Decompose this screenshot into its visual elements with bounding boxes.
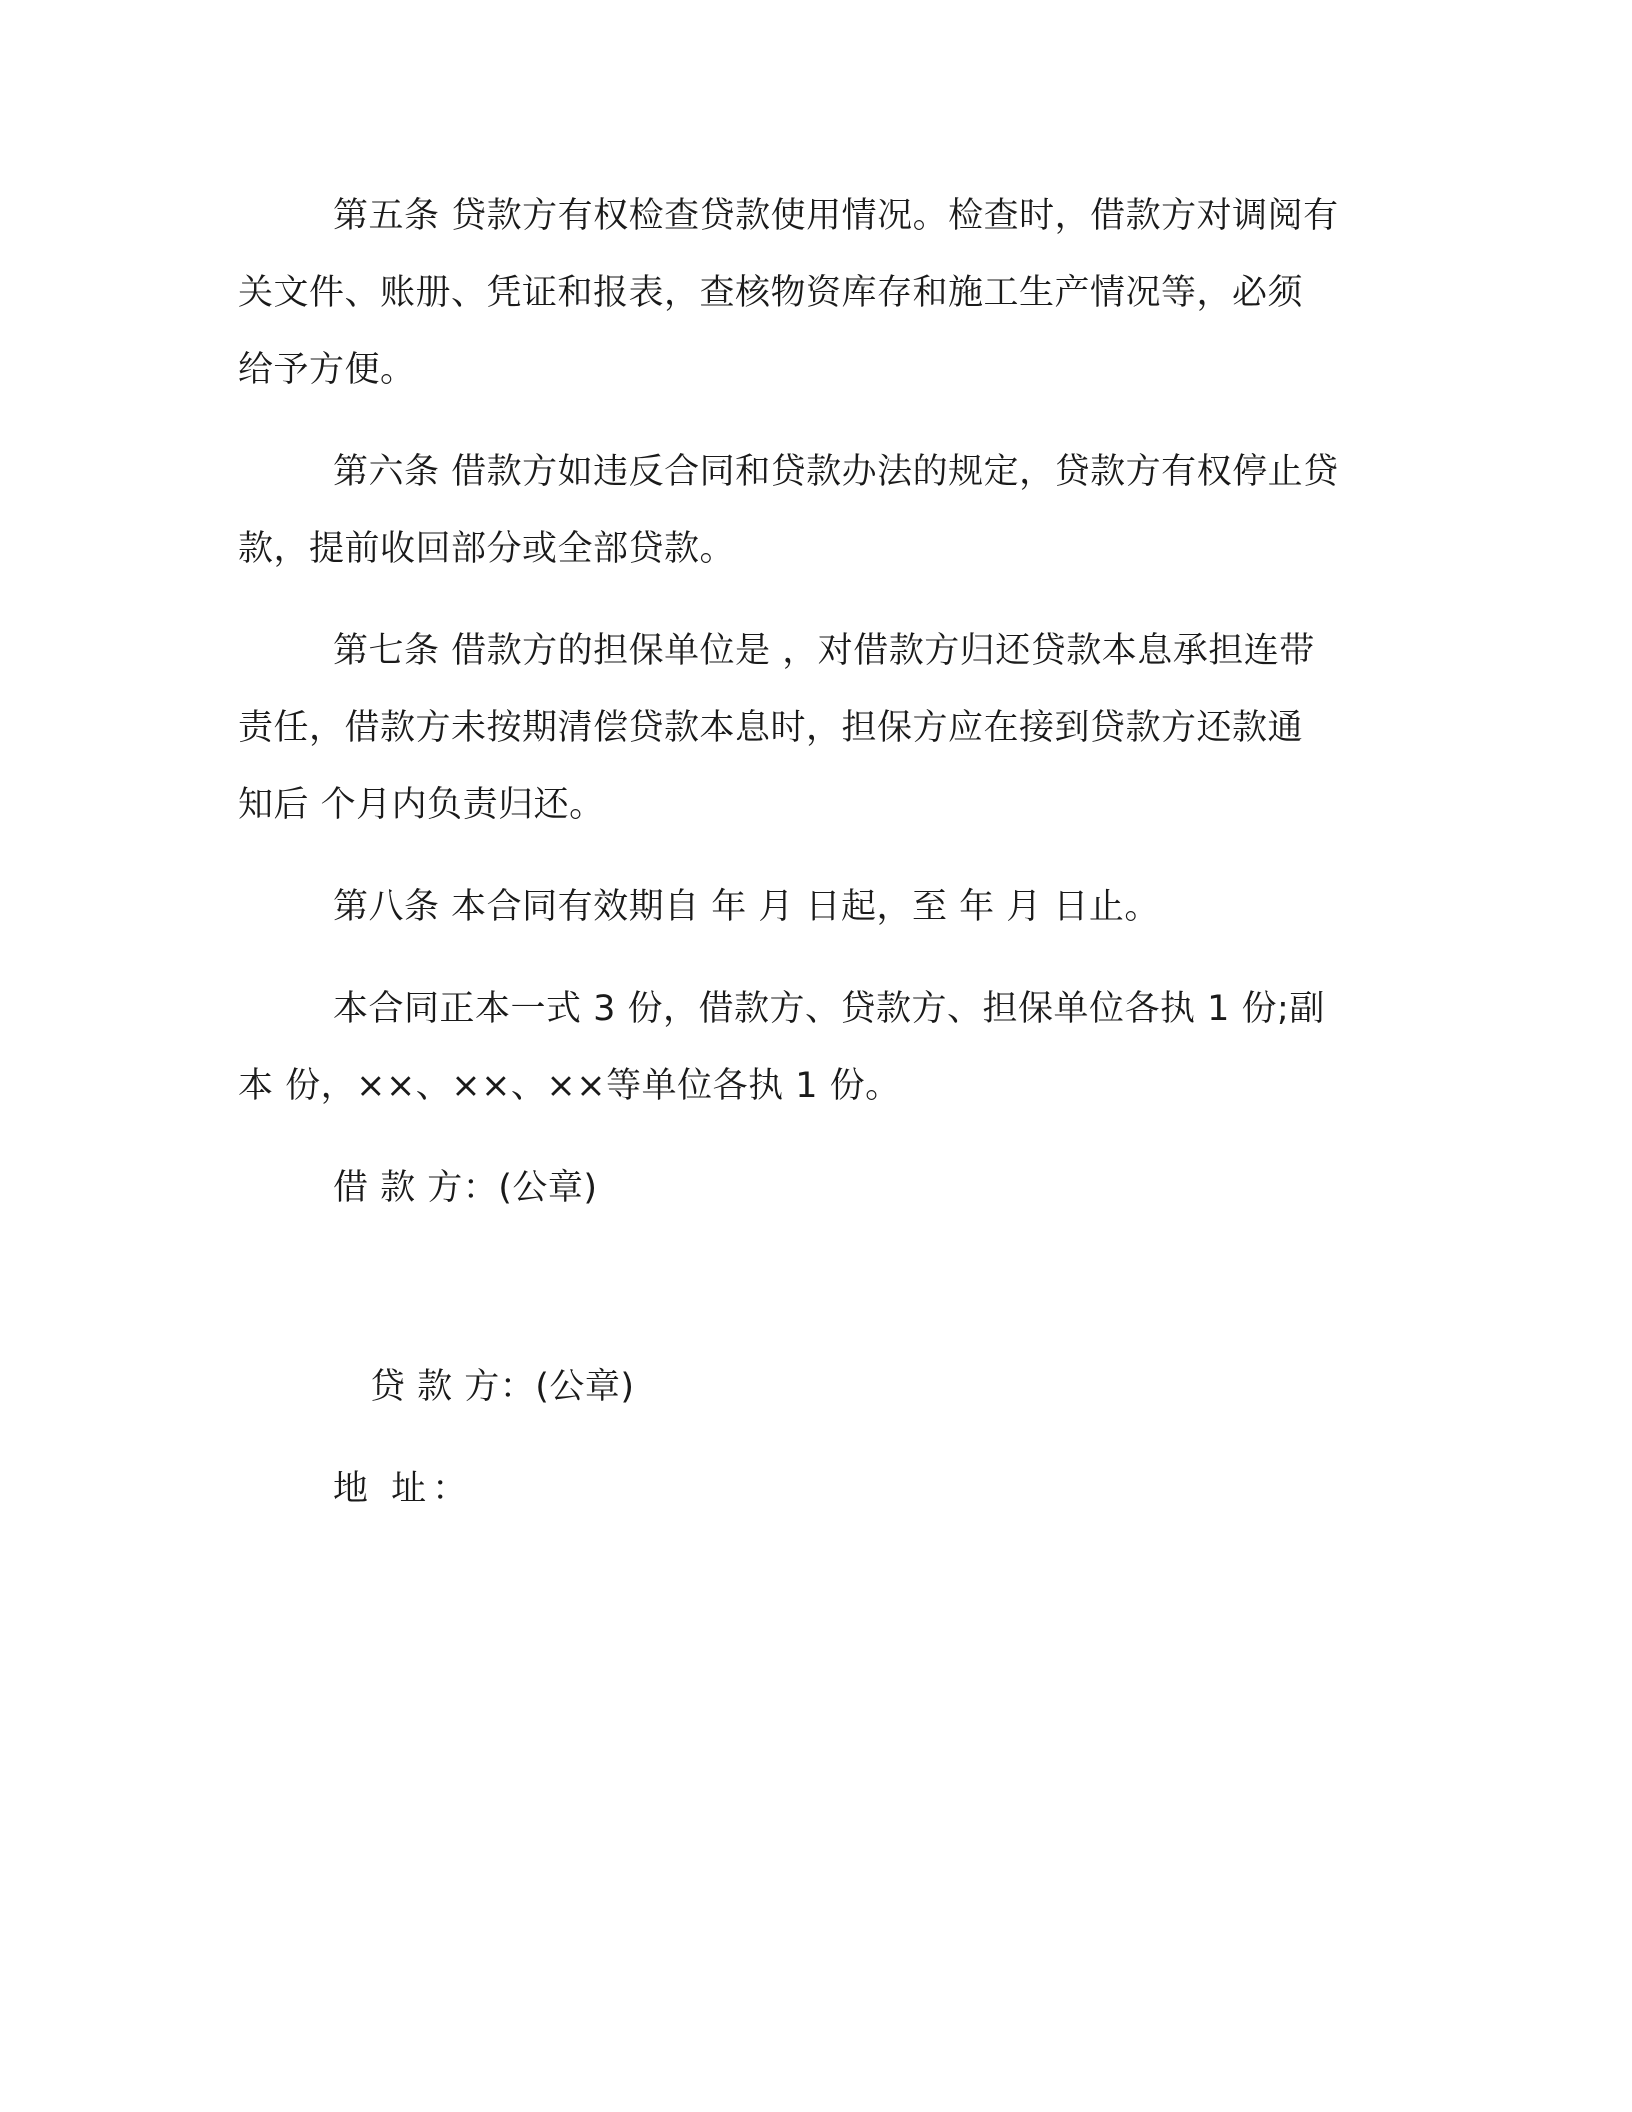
article-5-line-3: 给予方便。 [238, 350, 416, 390]
article-7-line-1: 第七条 借款方的担保单位是 ，对借款方归还贷款本息承担连带 [333, 631, 1315, 671]
borrower-signature-label: 借 款 方：(公章) [333, 1168, 598, 1208]
article-5-line-2: 关文件、账册、凭证和报表，查核物资库存和施工生产情况等，必须 [238, 273, 1304, 313]
article-8-line-1: 第八条 本合同有效期自 年 月 日起，至 年 月 日止。 [333, 887, 1160, 927]
lender-signature-label: 贷 款 方：(公章) [370, 1367, 635, 1407]
copies-line-2: 本 份，××、××、××等单位各执 1 份。 [238, 1066, 901, 1106]
article-6-line-1: 第六条 借款方如违反合同和贷款办法的规定，贷款方有权停止贷 [333, 452, 1339, 492]
article-7-line-2: 责任，借款方未按期清偿贷款本息时，担保方应在接到贷款方还款通 [238, 708, 1304, 748]
copies-line-1: 本合同正本一式 3 份，借款方、贷款方、担保单位各执 1 份;副 [333, 989, 1325, 1029]
address-label: 地 址： [333, 1469, 474, 1509]
article-5-line-1: 第五条 贷款方有权检查贷款使用情况。检查时，借款方对调阅有 [333, 196, 1339, 236]
article-6-line-2: 款，提前收回部分或全部贷款。 [238, 529, 736, 569]
article-7-line-3: 知后 个月内负责归还。 [238, 785, 605, 825]
